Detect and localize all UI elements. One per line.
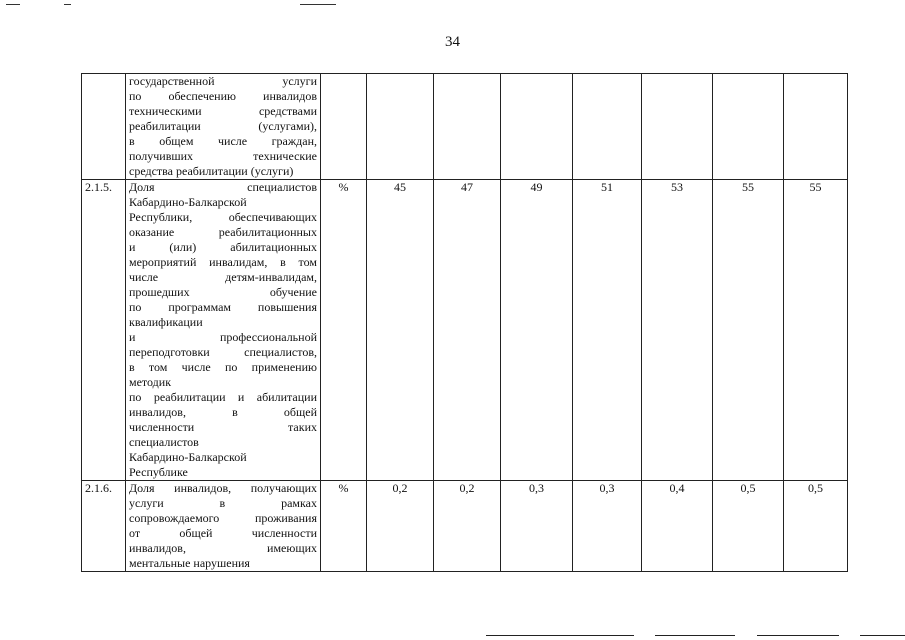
description-line: мероприятий инвалидам, в том bbox=[129, 255, 317, 269]
indicator-number: 2.1.5. bbox=[82, 180, 126, 481]
value-cell: 49 bbox=[501, 180, 573, 481]
description-line: оказание реабилитационных bbox=[129, 225, 317, 239]
description-line: государственной услуги bbox=[129, 74, 317, 88]
value-cell: 0,2 bbox=[434, 481, 501, 572]
description-line: переподготовки специалистов, bbox=[129, 345, 317, 359]
description-line: в общем числе граждан, bbox=[129, 134, 317, 148]
unit-cell: % bbox=[321, 180, 367, 481]
description-line: по реабилитации и абилитации bbox=[129, 390, 317, 404]
description-line: прошедших обучение bbox=[129, 285, 317, 299]
description-line: техническими средствами bbox=[129, 104, 317, 118]
description-line: квалификации bbox=[129, 315, 203, 329]
description-line: инвалидов, имеющих bbox=[129, 541, 317, 555]
indicator-number: 2.1.6. bbox=[82, 481, 126, 572]
description-line: услуги в рамках bbox=[129, 496, 317, 510]
description-line: численности таких bbox=[129, 420, 317, 434]
description-line: реабилитации (услугами), bbox=[129, 119, 317, 133]
indicators-table bbox=[81, 73, 848, 572]
description-line: специалистов bbox=[129, 435, 199, 449]
value-cell bbox=[642, 74, 713, 180]
page-number: 34 bbox=[445, 34, 460, 50]
indicator-description bbox=[126, 74, 321, 180]
value-cell bbox=[573, 74, 642, 180]
description-line: Республики, обеспечивающих bbox=[129, 210, 317, 224]
description-line: в том числе по применению bbox=[129, 360, 317, 374]
value-cell: 55 bbox=[713, 180, 784, 481]
value-cell bbox=[367, 74, 434, 180]
table-body bbox=[82, 74, 848, 572]
description-line: ментальные нарушения bbox=[129, 556, 250, 570]
description-line: получивших технические bbox=[129, 149, 317, 163]
unit-cell bbox=[321, 74, 367, 180]
table-row bbox=[82, 180, 848, 481]
description-line: по обеспечению инвалидов bbox=[129, 89, 317, 103]
table-row bbox=[82, 74, 848, 180]
value-cell bbox=[713, 74, 784, 180]
description-line: и профессиональной bbox=[129, 330, 317, 344]
value-cell: 0,3 bbox=[501, 481, 573, 572]
description-line: Республике bbox=[129, 465, 188, 479]
value-cell: 0,3 bbox=[573, 481, 642, 572]
unit-cell: % bbox=[321, 481, 367, 572]
value-cell: 53 bbox=[642, 180, 713, 481]
description-line: средства реабилитации (услуги) bbox=[129, 164, 294, 178]
table-row bbox=[82, 481, 848, 572]
value-cell: 55 bbox=[784, 180, 848, 481]
value-cell: 51 bbox=[573, 180, 642, 481]
description-line: Доля инвалидов, получающих bbox=[129, 481, 317, 495]
value-cell: 45 bbox=[367, 180, 434, 481]
value-cell: 47 bbox=[434, 180, 501, 481]
indicator-number bbox=[82, 74, 126, 180]
value-cell: 0,5 bbox=[784, 481, 848, 572]
description-line: инвалидов, в общей bbox=[129, 405, 317, 419]
value-cell: 0,2 bbox=[367, 481, 434, 572]
description-line: от общей численности bbox=[129, 526, 317, 540]
description-line: сопровождаемого проживания bbox=[129, 511, 317, 525]
description-line: Доля специалистов bbox=[129, 180, 317, 194]
value-cell bbox=[784, 74, 848, 180]
description-line: по программам повышения bbox=[129, 300, 317, 314]
description-line: числе детям-инвалидам, bbox=[129, 270, 317, 284]
value-cell bbox=[434, 74, 501, 180]
description-line: Кабардино-Балкарской bbox=[129, 450, 247, 464]
value-cell: 0,4 bbox=[642, 481, 713, 572]
indicator-description bbox=[126, 180, 321, 481]
value-cell bbox=[501, 74, 573, 180]
scan-bottom-marks bbox=[0, 634, 905, 638]
description-line: и (или) абилитационных bbox=[129, 240, 317, 254]
value-cell: 0,5 bbox=[713, 481, 784, 572]
description-line: методик bbox=[129, 375, 172, 389]
indicator-description bbox=[126, 481, 321, 572]
scan-top-marks bbox=[0, 0, 905, 8]
description-line: Кабардино-Балкарской bbox=[129, 195, 247, 209]
